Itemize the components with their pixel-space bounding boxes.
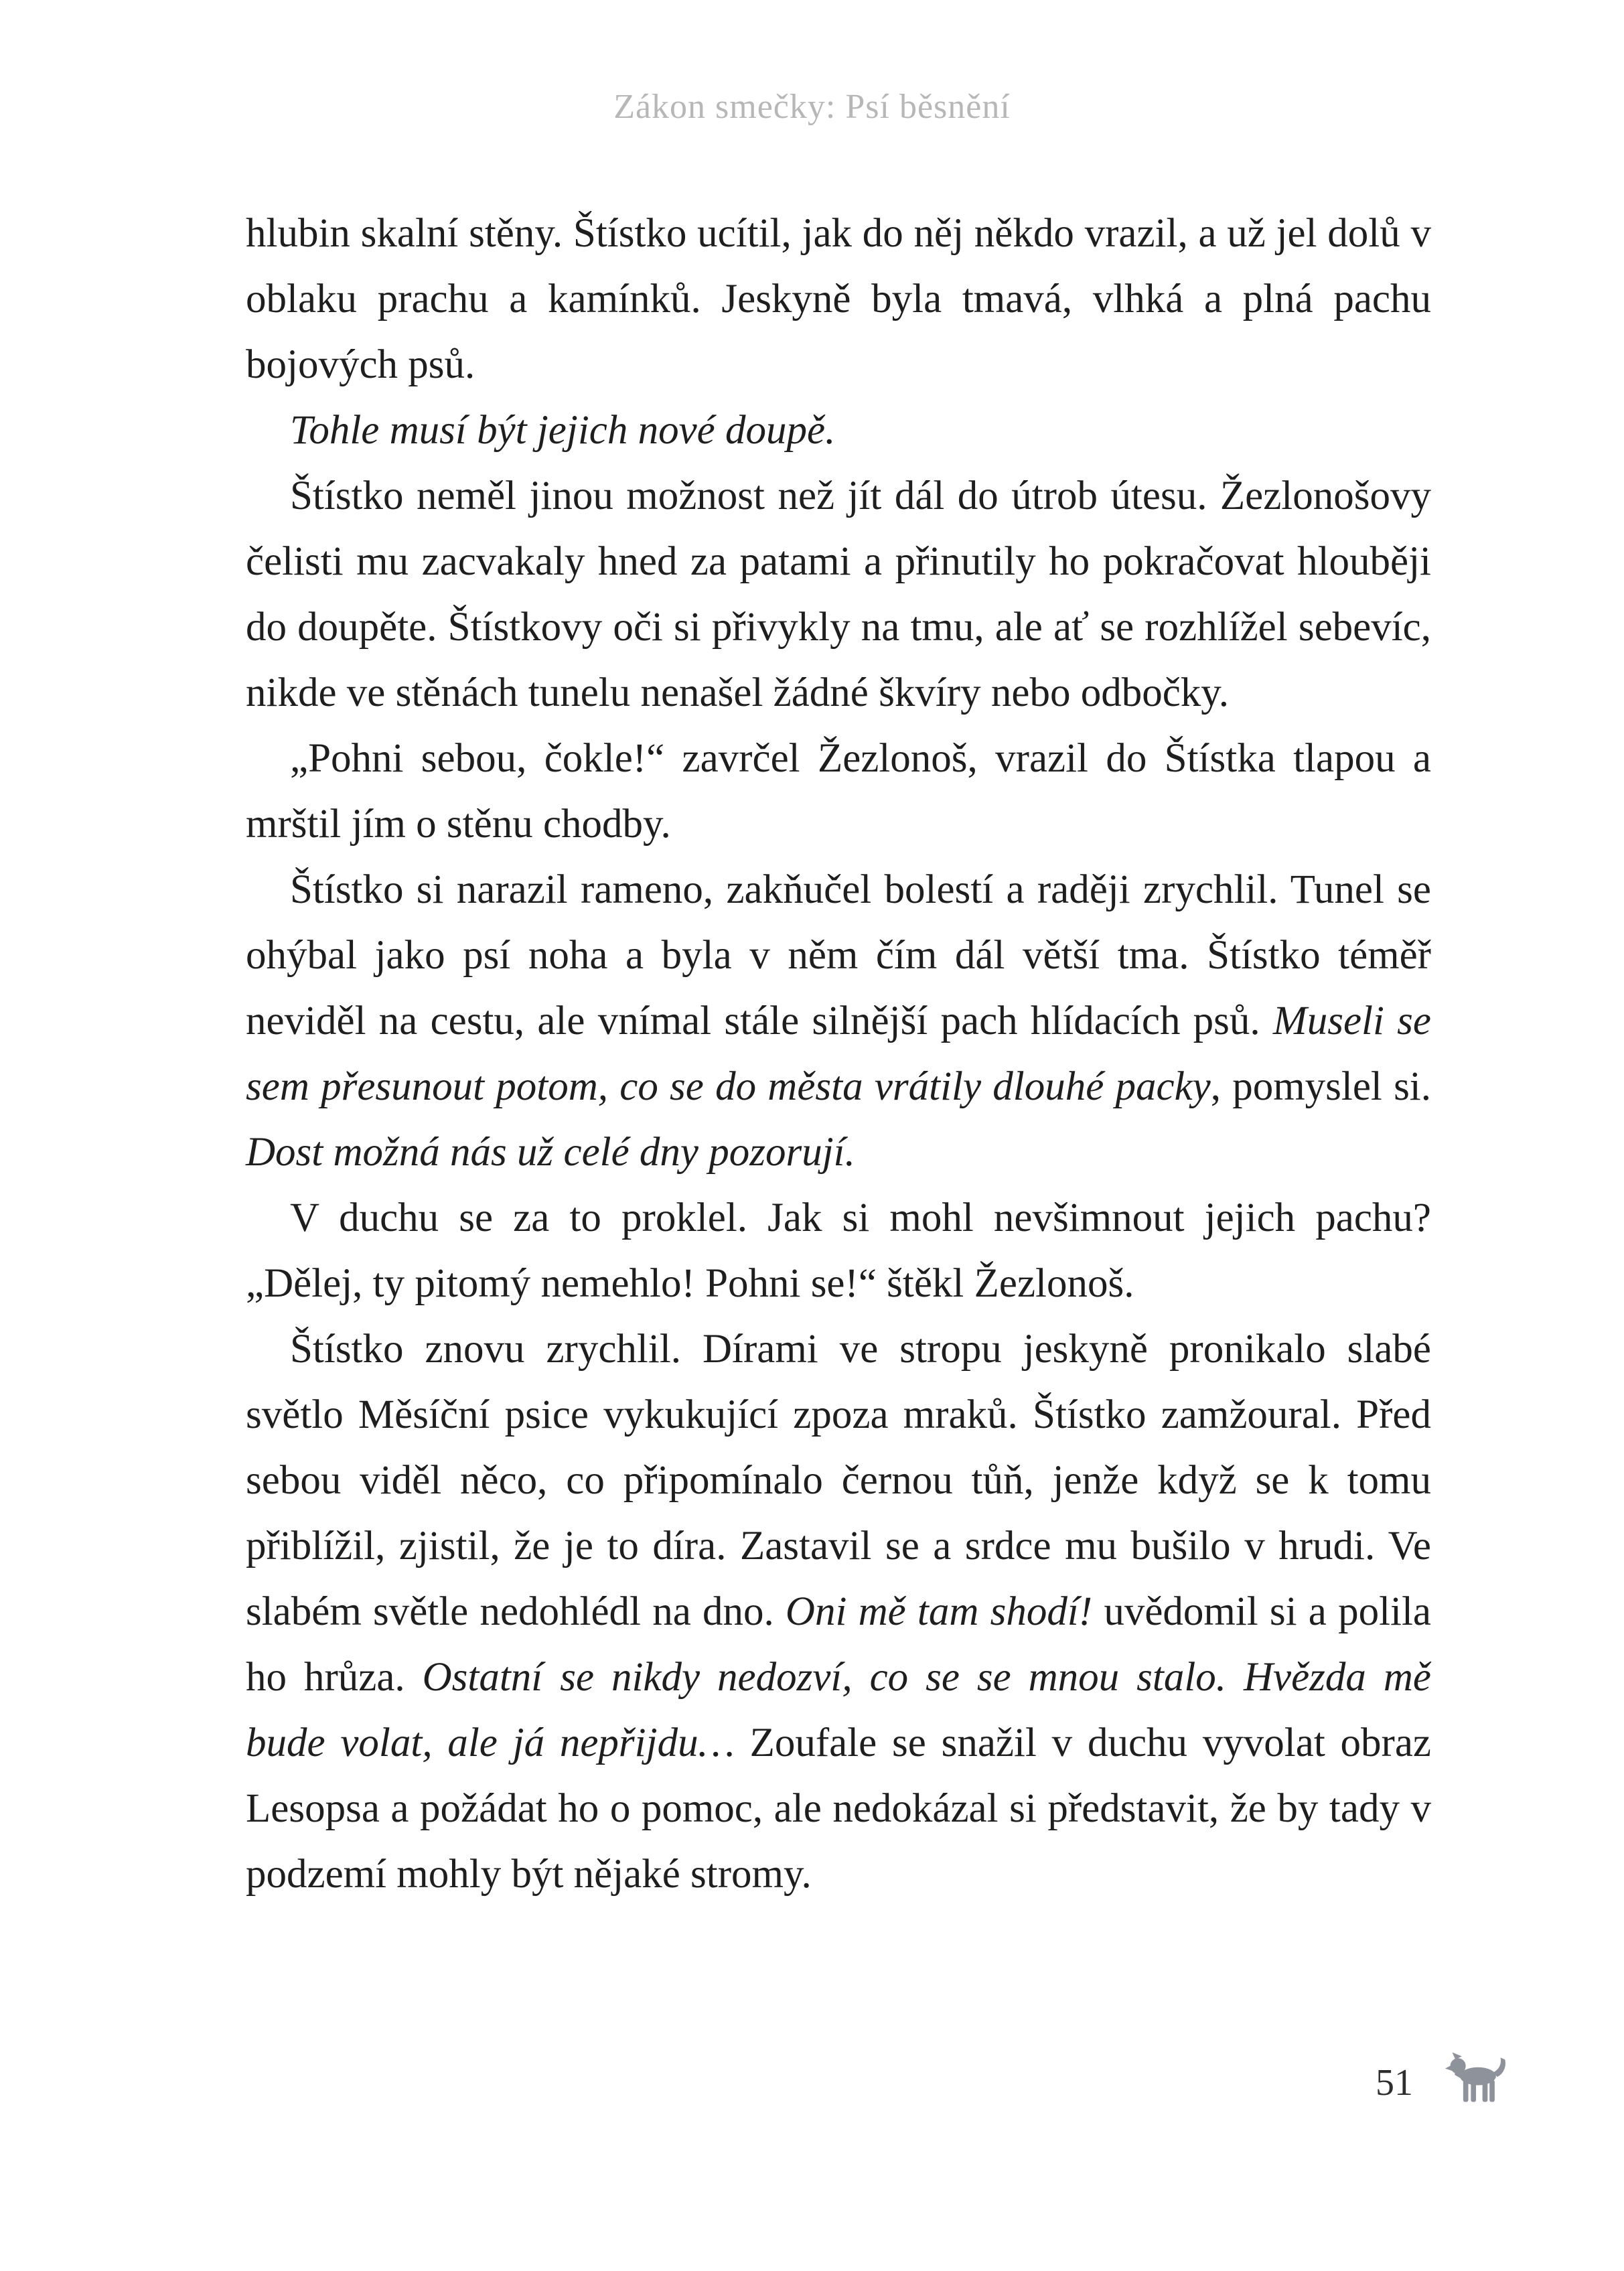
text-run: V duchu se za to proklel. Jak si mohl nevšimnout jejich pachu? „Dělej, ty pitomý nemehlo! Pohni se!“ štěkl Žezlonoš.: [246, 1195, 1431, 1306]
text-run: Štístko znovu zrychlil. Dírami ve stropu jeskyně pronikalo slabé světlo Měsíční psice vykukující zpoza mraků. Štístko zamžoural. Před sebou viděl něco, co připomínalo černou tůň, jenže když se k tomu přiblížil, zjistil, že je to díra. Zastavil se a srdce mu bušilo v hrudi. Ve slabém světle nedohlédl na dno.: [246, 1327, 1431, 1634]
running-header: Zákon smečky: Psí běsnění: [613, 88, 1011, 126]
text-run: Zoufale se snažil v duchu vyvolat obraz Lesopsa a požádat ho o pomoc, ale nedokázal si představit, že by tady v podzemí mohly být nějaké stromy.: [246, 1720, 1431, 1897]
italic-run: Oni mě tam shodí!: [785, 1589, 1093, 1634]
dog-icon: [1445, 2051, 1509, 2107]
paragraph: [246, 201, 1431, 398]
paragraph: [246, 1185, 1431, 1317]
text-run: Štístko si narazil rameno, zakňučel bolestí a raději zrychlil. Tunel se ohýbal jako psí noha a byla v něm čím dál větší tma. Štístko téměř neviděl na cestu, ale vnímal stále silnější pach hlídacích psů.: [246, 867, 1431, 1043]
text-run: hlubin skalní stěny. Štístko ucítil, jak do něj někdo vrazil, a už jel dolů v oblaku prachu a kamínků. Jeskyně byla tmavá, vlhká a plná pachu bojových psů.: [246, 211, 1431, 387]
paragraph: [246, 398, 1431, 463]
italic-run: Dost možná nás už celé dny pozorují.: [246, 1130, 855, 1175]
text-body: [246, 201, 1431, 1907]
text-run: , pomyslel si.: [1210, 1064, 1432, 1109]
paragraph: [246, 463, 1431, 726]
text-run: „Pohni sebou, čokle!“ zavrčel Žezlonoš, vrazil do Štístka tlapou a mrštil jím o stěnu chodby.: [246, 736, 1431, 847]
italic-run: Tohle musí být jejich nové doupě.: [290, 408, 836, 453]
paragraph: [246, 857, 1431, 1185]
text-run: Štístko neměl jinou možnost než jít dál do útrob útesu. Žezlonošovy čelisti mu zacvakaly hned za patami a přinutily ho pokračovat hlouběji do doupěte. Štístkovy oči si přivykly na tmu, ale ať se rozhlížel sebevíc, nikde ve stěnách tunelu nenašel žádné škvíry nebo odbočky.: [246, 473, 1431, 715]
italic-run: Ostatní se nikdy nedozví, co se se mnou stalo. Hvězda mě bude volat, ale já nepřijdu…: [246, 1655, 1431, 1765]
paragraph: [246, 1317, 1431, 1907]
page-number: 51: [1376, 2062, 1413, 2104]
paragraph: [246, 726, 1431, 857]
italic-run: Museli se sem přesunout potom, co se do města vrátily dlouhé packy: [246, 999, 1431, 1109]
text-run: uvědomil si a polila ho hrůza.: [246, 1589, 1431, 1700]
